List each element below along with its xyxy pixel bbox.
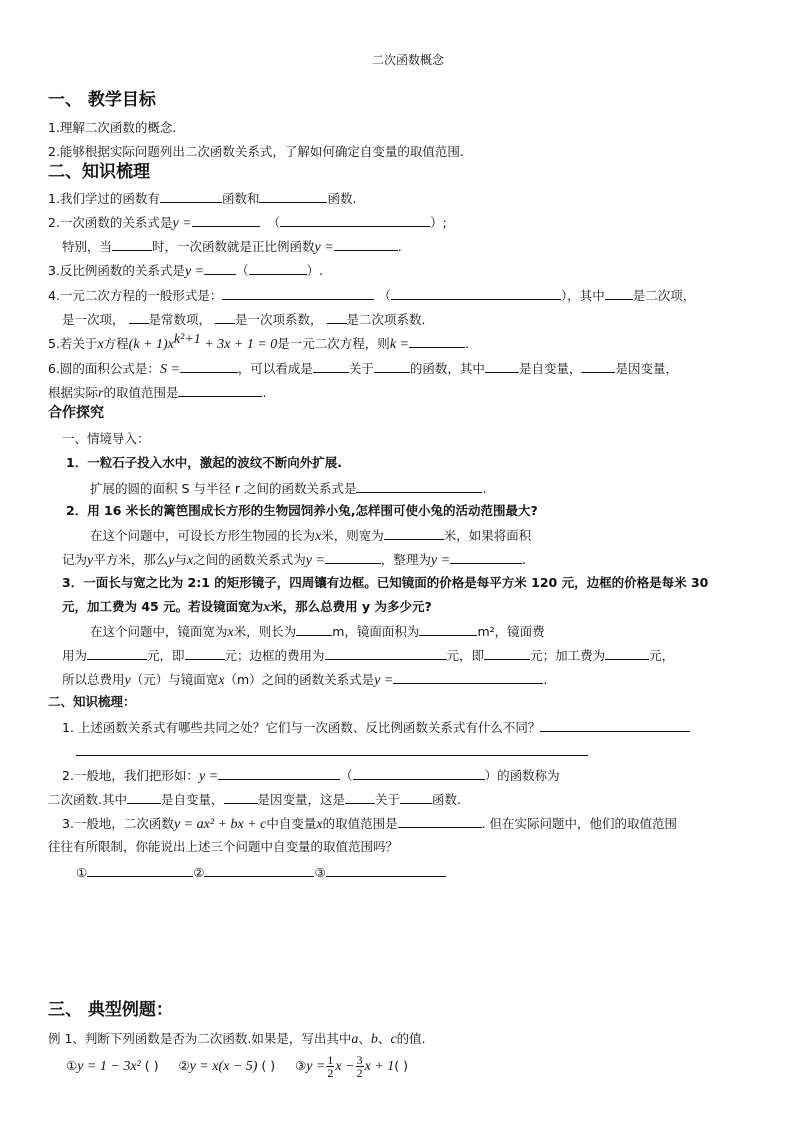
q5-var-x: x <box>97 337 104 352</box>
fraction-2-denominator: 2 <box>356 1066 363 1080</box>
answer-3-blank[interactable] <box>326 864 446 877</box>
q6-text-h: 的取值范围是 <box>103 385 179 400</box>
q4-text-g: 是一次项系数， <box>235 312 323 327</box>
q4-blank-6[interactable] <box>327 311 347 324</box>
scenario-intro: 一、情境导入： <box>62 431 150 446</box>
item-1-marker: ① <box>66 1058 78 1073</box>
s2-blank-3[interactable] <box>127 791 161 804</box>
s1-blank-1[interactable] <box>540 719 690 732</box>
s3-text-c: 的取值范围是 <box>322 816 398 831</box>
q6-var-r: r <box>98 386 104 401</box>
p2-var-x-2: x <box>186 553 194 568</box>
question-1 <box>48 190 356 207</box>
q4-text-e: 是一次项， <box>62 312 125 327</box>
s2-blank-1[interactable] <box>218 767 340 780</box>
answer-2-blank[interactable] <box>204 864 314 877</box>
p1-blank[interactable] <box>356 480 482 493</box>
item-2-answer[interactable]: ( ) <box>261 1058 276 1073</box>
s2-text-c: ）的函数称为 <box>484 768 560 783</box>
problem-2-line-1 <box>90 527 531 545</box>
question-4-cont <box>62 311 425 328</box>
s2-text-d: 二次函数.其中 <box>48 792 127 807</box>
s2-blank-4[interactable] <box>224 791 258 804</box>
q2-blank-2[interactable] <box>280 214 430 227</box>
s2-blank-6[interactable] <box>400 791 432 804</box>
q4-blank-4[interactable] <box>129 311 149 324</box>
q6-text-f: 是因变量， <box>615 361 678 376</box>
p2-text-b: 米，则宽为 <box>321 528 384 543</box>
question-6 <box>48 360 678 378</box>
p3-text-b: 元，加工费为 45 元。若设镜面宽为 <box>62 599 264 614</box>
p3-text-e: 米，则长为 <box>233 624 297 639</box>
objective-1: 1.理解二次函数的概念. <box>48 120 177 135</box>
p1-text-a: 扩展的圆的面积 S 与半径 r 之间的函数关系式是 <box>90 481 357 496</box>
q3-formula: y = <box>184 264 205 279</box>
q6-blank-3[interactable] <box>374 360 410 373</box>
q4-blank-1[interactable] <box>222 287 374 300</box>
p2-blank-1[interactable] <box>384 527 444 540</box>
item-3-marker: ③ <box>295 1058 307 1073</box>
item-1-answer[interactable]: ( ) <box>144 1058 159 1073</box>
fraction-1-denominator: 2 <box>327 1066 334 1080</box>
section-heading-objectives: 一、 教学目标 <box>48 90 156 110</box>
s2-text-f: 是因变量，这是 <box>257 792 346 807</box>
summary-question-3 <box>62 815 677 833</box>
problem-1-question <box>90 480 486 497</box>
q5-blank[interactable] <box>409 335 465 348</box>
q6-text-c: 关于 <box>348 361 374 376</box>
q4-blank-2[interactable] <box>391 287 561 300</box>
q1-text-c: 函数. <box>327 191 357 206</box>
q5-text-d: . <box>464 336 469 351</box>
p2-var-y: y <box>87 553 94 568</box>
item-3-formula-a: y = <box>306 1059 326 1074</box>
p2-formula-2: y = <box>430 553 451 568</box>
q3-paren-close: ）. <box>306 263 324 278</box>
q1-blank-1[interactable] <box>160 190 222 203</box>
section-heading-summary: 二、知识梳理： <box>48 694 136 709</box>
p1-text-b: . <box>482 481 487 496</box>
ex1-sep-2: 、 <box>377 1031 391 1046</box>
example-1 <box>48 1031 426 1048</box>
q2-blank-3[interactable] <box>112 238 152 251</box>
s2-text-h: 函数. <box>432 792 462 807</box>
ex1-sep-1: 、 <box>358 1031 371 1046</box>
s2-blank-2[interactable] <box>353 767 485 780</box>
p3-blank-7[interactable] <box>605 647 649 660</box>
p3-blank-3[interactable] <box>87 647 147 660</box>
s3-formula: y = ax² + bx + c <box>173 817 267 832</box>
summary-question-3-cont: 往往有所限制，你能说出上述三个问题中自变量的取值范围吗？ <box>48 839 399 854</box>
q5-exponent: k²+1 <box>173 331 201 347</box>
item-3-formula-c: x + 1 <box>364 1059 395 1074</box>
q6-text-i: . <box>262 385 267 400</box>
problem-3-line-5: 所以总费用y（元）与镜面宽x（m）之间的函数关系式是y = . <box>62 672 548 688</box>
p3-text-i: 元，即 <box>147 648 185 663</box>
q2-blank-4[interactable] <box>334 238 398 251</box>
q2-formula: y = <box>172 216 192 231</box>
p2-text-f: 与 <box>174 552 187 567</box>
q2-text-e: 时，一次函数就是正比例函数 <box>152 239 315 254</box>
problem-3-line-3 <box>90 623 545 641</box>
p3-blank-8[interactable] <box>393 671 543 684</box>
q5-text-b: 方程 <box>103 336 129 351</box>
q1-blank-2[interactable] <box>259 190 327 203</box>
q2-text-d: 特别，当 <box>62 239 113 254</box>
p2-text-a: 在这个问题中，可设长方形生物园的长为 <box>90 528 316 543</box>
question-2-special <box>62 238 402 256</box>
q4-blank-3[interactable] <box>605 287 633 300</box>
p3-text-c: 米，那么总费用 y 为多少元? <box>270 599 432 614</box>
item-2-marker: ② <box>178 1058 190 1073</box>
q4-text-a: 4.一元二次方程的一般形式是： <box>48 288 223 303</box>
summary-question-1 <box>62 719 690 736</box>
p3-blank-6[interactable] <box>484 647 530 660</box>
q6-blank-1[interactable] <box>180 360 238 373</box>
p3-text-p: （m）之间的函数关系式是 <box>224 672 375 687</box>
p3-blank-4[interactable] <box>185 647 225 660</box>
q5-var-k: k = <box>389 337 409 352</box>
p3-text-h: 用为 <box>62 648 88 663</box>
q3-blank-2[interactable] <box>249 262 307 275</box>
p2-text-d: 记为 <box>62 552 88 567</box>
p3-blank-1[interactable] <box>296 623 332 636</box>
p3-text-k: 元，即 <box>446 648 485 663</box>
problem-1: 1．一粒石子投入水中，激起的波纹不断向外扩展. <box>66 455 342 470</box>
fraction-2-numerator: 3 <box>356 1053 363 1067</box>
item-3-answer[interactable]: ( ) <box>394 1058 408 1073</box>
s3-text-a: 3.一般地，二次函数 <box>62 816 174 831</box>
p3-text-o: （元）与镜面宽 <box>130 672 219 687</box>
q4-text-d: 是二次项， <box>632 288 696 303</box>
question-5 <box>48 331 469 353</box>
q6-formula: S = <box>159 362 180 377</box>
q5-formula-2: + 3x + 1 = 0 <box>200 337 278 352</box>
p3-text-n: 所以总费用 <box>62 672 125 687</box>
s2-blank-5[interactable] <box>345 791 375 804</box>
s2-text-a: 2.一般地，我们把形如： <box>62 768 199 783</box>
s2-paren-open: （ <box>340 768 353 783</box>
problem-2: 2．用 16 米长的篱笆围成长方形的生物园饲养小兔,怎样围可使小兔的活动范围最大? <box>66 503 538 518</box>
p2-var-x: x <box>315 529 322 544</box>
question-3 <box>48 262 323 280</box>
q6-blank-2[interactable] <box>313 360 349 373</box>
example-1-items <box>66 1054 408 1079</box>
p2-text-k: . <box>522 552 527 567</box>
section-heading-examples: 三、 典型例题： <box>48 1000 173 1020</box>
p2-blank-3[interactable] <box>450 551 522 564</box>
section-heading-explore: 合作探究 <box>48 405 104 421</box>
q4-text-h: 是二次项系数. <box>346 312 426 327</box>
answer-2-marker: ② <box>193 865 205 880</box>
objective-2: 2.能够根据实际问题列出二次函数关系式，了解如何确定自变量的取值范围. <box>48 144 464 159</box>
p3-text-m: 元， <box>649 648 675 663</box>
p2-var-y-2: y <box>168 553 175 568</box>
q2-paren-close: ）; <box>430 215 447 230</box>
p2-blank-2[interactable] <box>325 551 381 564</box>
question-2 <box>48 214 447 232</box>
p2-text-e: 平方米，那么 <box>93 552 169 567</box>
p3-blank-2[interactable] <box>419 623 477 636</box>
q2-text-a: 2.一次函数的关系式是 <box>48 215 173 230</box>
problem-2-line-2 <box>62 551 526 569</box>
answer-3-marker: ③ <box>314 865 326 880</box>
q6-blank-4[interactable] <box>485 360 519 373</box>
q2-formula-2: y = <box>314 240 334 255</box>
p3-text-d: 在这个问题中，镜面宽为 <box>90 624 228 639</box>
ex1-var-c: c <box>390 1032 397 1047</box>
q3-text-a: 3.反比例函数的关系式是 <box>48 263 185 278</box>
question-6-cont <box>48 384 266 402</box>
q4-text-f: 是常数项， <box>148 312 212 327</box>
s3-text-b: 中自变量 <box>266 816 317 831</box>
q6-text-e: 是自变量， <box>518 361 582 376</box>
p3-text-j: 元；边框的费用为 <box>224 648 325 663</box>
p2-text-g: 之间的函数关系式为 <box>193 552 306 567</box>
q5-formula: (k + 1)x <box>128 337 174 352</box>
problem-3-line-2 <box>62 599 432 616</box>
ex1-text-end: 的值. <box>396 1031 426 1046</box>
q2-paren-open: （ <box>267 215 281 230</box>
p2-text-i: ，整理为 <box>380 552 431 567</box>
s3-blank-1[interactable] <box>398 815 482 828</box>
q5-text-c: 是一元二次方程，则 <box>277 336 390 351</box>
s3-text-d: . 但在实际问题中，他们的取值范围 <box>481 816 678 831</box>
s1-text: 1. 上述函数关系式有哪些共同之处？它们与一次函数、反比例函数关系式有什么不同？ <box>62 720 541 735</box>
q6-blank-5[interactable] <box>581 360 615 373</box>
q6-text-b: ，可以看成是 <box>237 361 313 376</box>
ex1-var-a: a <box>351 1032 359 1047</box>
q6-blank-6[interactable] <box>178 384 262 397</box>
question-4 <box>48 287 695 304</box>
q3-blank-1[interactable] <box>204 262 236 275</box>
p3-blank-5[interactable] <box>325 647 447 660</box>
p3-formula: y = <box>374 673 394 688</box>
q6-text-a: 6.圆的面积公式是： <box>48 361 160 376</box>
item-3-fraction-2 <box>356 1054 364 1079</box>
problem-3-line-4 <box>62 647 674 664</box>
answer-1-marker: ① <box>76 865 88 880</box>
p3-text-f: m，镜面面积为 <box>332 624 420 639</box>
problem-3-line-1: 3．一面长与宽之比为 2:1 的矩形镜子，四周镶有边框。已知镜面的价格是每平方米 120 元，边框的价格是每米 30 <box>62 575 709 590</box>
summary-question-2-cont <box>48 791 461 808</box>
q6-text-g: 根据实际 <box>48 385 99 400</box>
q4-text-c: ），其中 <box>560 288 605 303</box>
p3-var-x-2: x <box>227 625 234 640</box>
s1-blank-2[interactable] <box>76 755 588 756</box>
page-title: 二次函数概念 <box>372 53 445 67</box>
q3-paren-open: （ <box>236 263 249 278</box>
p2-formula-1: y = <box>305 553 325 568</box>
q6-text-d: 的函数，其中 <box>409 361 485 376</box>
p2-text-c: 米，如果将面积 <box>443 528 532 543</box>
q2-blank-1[interactable] <box>192 214 260 227</box>
item-2-formula: y = x(x − 5) <box>189 1059 258 1074</box>
q2-text-g: . <box>397 239 402 254</box>
s3-var-x: x <box>316 817 323 832</box>
p3-text-g: m²，镜面费 <box>477 624 545 639</box>
item-3-formula-b: x − <box>335 1059 355 1074</box>
answer-1-blank[interactable] <box>87 864 193 877</box>
ex1-text: 例 1、判断下列函数是否为二次函数.如果是，写出其中 <box>48 1031 352 1046</box>
p3-text-l: 元；加工费为 <box>530 648 606 663</box>
item-1-formula: y = 1 − 3x² <box>77 1059 141 1074</box>
s2-text-g: 关于 <box>375 792 401 807</box>
p3-var-x: x <box>263 600 271 615</box>
ex1-var-b: b <box>370 1032 378 1047</box>
summary-question-2 <box>62 767 560 785</box>
section-heading-knowledge: 二、知识梳理 <box>48 162 150 182</box>
range-answers <box>76 864 446 881</box>
q4-blank-5[interactable] <box>215 311 235 324</box>
q5-text-a: 5.若关于 <box>48 336 98 351</box>
fraction-1-numerator: 1 <box>327 1053 334 1067</box>
q1-text-b: 函数和 <box>221 191 260 206</box>
s2-text-e: 是自变量， <box>160 792 224 807</box>
p3-text-r: . <box>543 672 548 687</box>
q1-text-a: 1.我们学过的函数有 <box>48 191 160 206</box>
item-3-fraction-1 <box>326 1054 334 1079</box>
q4-paren-open: （ <box>378 288 391 303</box>
s2-formula: y = <box>198 769 219 784</box>
